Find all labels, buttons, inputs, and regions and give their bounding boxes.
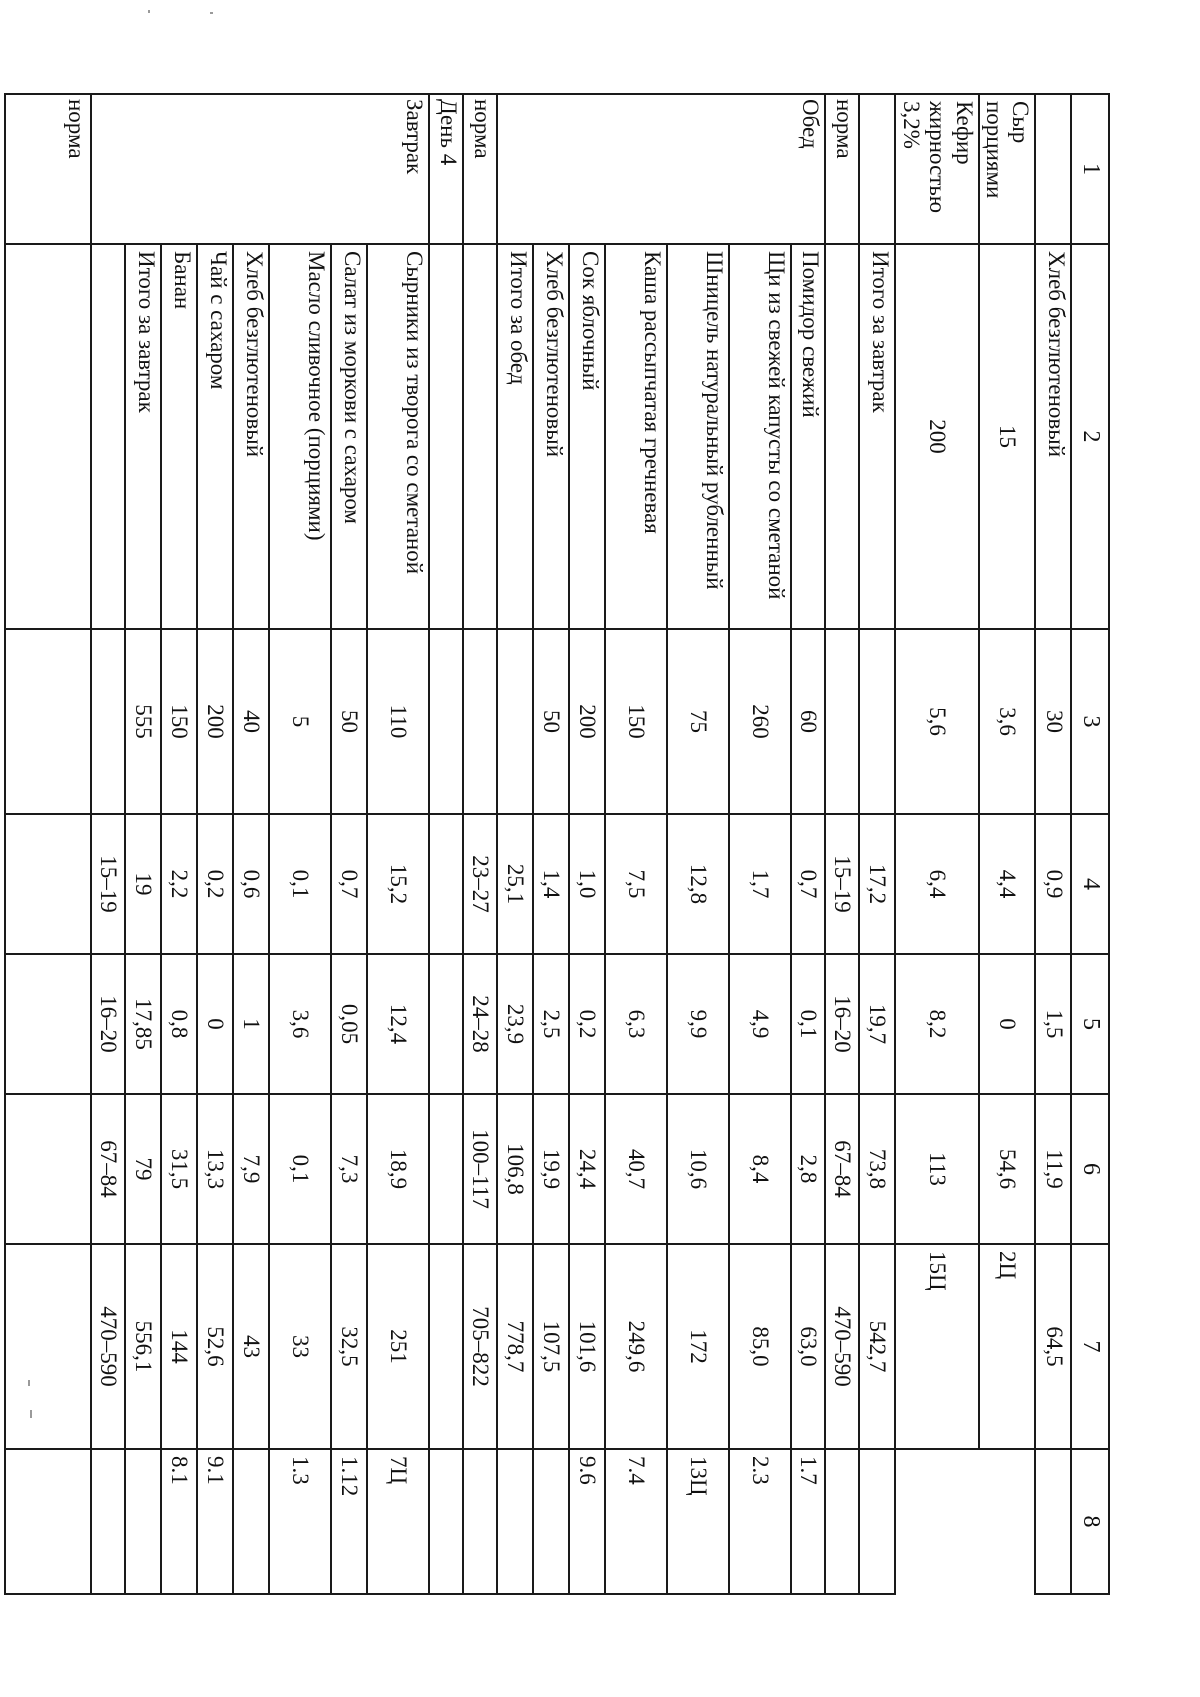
table-row bbox=[331, 94, 367, 1594]
table-row bbox=[125, 94, 161, 1594]
meal-label-cell: норма bbox=[825, 94, 859, 244]
dish-name-cell bbox=[5, 244, 91, 629]
carbs-cell: 18,9 bbox=[367, 1094, 429, 1244]
fat-cell: 4,9 bbox=[729, 954, 791, 1094]
fat-cell: 24–28 bbox=[463, 954, 497, 1094]
weight-cell: 110 bbox=[367, 629, 429, 814]
dish-name-cell bbox=[825, 244, 859, 629]
column-number-1: 1 bbox=[1071, 94, 1109, 244]
energy-cell bbox=[429, 1244, 463, 1449]
meal-label-cell: Завтрак bbox=[91, 94, 429, 244]
column-number-2: 2 bbox=[1071, 244, 1109, 629]
weight-cell: 50 bbox=[331, 629, 367, 814]
table-row bbox=[161, 94, 197, 1594]
weight-cell bbox=[497, 629, 533, 814]
carbs-cell: 2,8 bbox=[791, 1094, 825, 1244]
scan-speck bbox=[148, 10, 150, 13]
fat-cell: 16–20 bbox=[825, 954, 859, 1094]
protein-cell: 23–27 bbox=[463, 814, 497, 954]
protein-cell: 0,7 bbox=[331, 814, 367, 954]
energy-cell bbox=[5, 1244, 91, 1449]
carbs-cell: 79 bbox=[125, 1094, 161, 1244]
protein-cell: 15,2 bbox=[367, 814, 429, 954]
dish-name-cell bbox=[91, 244, 125, 629]
meal-label-cell: День 4 bbox=[429, 94, 463, 244]
table-row bbox=[979, 94, 1036, 1594]
energy-cell: 251 bbox=[367, 1244, 429, 1449]
weight-cell: 200 bbox=[895, 244, 978, 629]
weight-cell bbox=[91, 629, 125, 814]
column-number-3: 3 bbox=[1071, 629, 1109, 814]
fat-cell: 4,4 bbox=[979, 814, 1036, 954]
table-row bbox=[859, 94, 895, 1594]
table-row bbox=[825, 94, 859, 1594]
energy-cell: 33 bbox=[269, 1244, 331, 1449]
meal-label-cell: норма bbox=[463, 94, 497, 244]
carbs-cell: 67–84 bbox=[91, 1094, 125, 1244]
weight-cell: 60 bbox=[791, 629, 825, 814]
carbs-cell: 106,8 bbox=[497, 1094, 533, 1244]
dish-name-cell: Помидор свежий bbox=[791, 244, 825, 629]
weight-cell bbox=[825, 629, 859, 814]
column-number-7: 7 bbox=[1071, 1244, 1109, 1449]
weight-cell bbox=[5, 629, 91, 814]
dish-name-cell: Итого за завтрак bbox=[859, 244, 895, 629]
weight-cell: 15 bbox=[979, 244, 1036, 629]
dish-name-cell: Щи из свежей капусты со сметаной bbox=[729, 244, 791, 629]
recipe-code-cell bbox=[825, 1449, 859, 1594]
scan-speck bbox=[28, 1380, 30, 1386]
energy-cell: 705–822 bbox=[463, 1244, 497, 1449]
dish-name-cell: Масло сливочное (порциями) bbox=[269, 244, 331, 629]
table-row bbox=[233, 94, 269, 1594]
energy-cell: 101,6 bbox=[569, 1244, 605, 1449]
weight-cell: 150 bbox=[605, 629, 667, 814]
protein-cell bbox=[429, 814, 463, 954]
dish-name-cell: Сыр порциями bbox=[979, 94, 1036, 244]
recipe-code-cell bbox=[463, 1449, 497, 1594]
recipe-code-cell: 1.7 bbox=[791, 1449, 825, 1594]
protein-cell bbox=[5, 814, 91, 954]
table-row bbox=[729, 94, 791, 1594]
energy-cell: 470–590 bbox=[91, 1244, 125, 1449]
weight-cell: 150 bbox=[161, 629, 197, 814]
dish-name-cell: Хлеб безглютеновый bbox=[533, 244, 569, 629]
fat-cell: 9,9 bbox=[667, 954, 729, 1094]
protein-cell: 7,5 bbox=[605, 814, 667, 954]
dish-name-cell: Итого за завтрак bbox=[125, 244, 161, 629]
fat-cell: 0,8 bbox=[161, 954, 197, 1094]
table-row bbox=[367, 94, 429, 1594]
table-row bbox=[497, 94, 533, 1594]
dish-name-cell: Чай с сахаром bbox=[197, 244, 233, 629]
fat-cell: 0,1 bbox=[791, 954, 825, 1094]
table-row bbox=[569, 94, 605, 1594]
carbs-cell: 31,5 bbox=[161, 1094, 197, 1244]
weight-cell: 50 bbox=[533, 629, 569, 814]
weight-cell: 40 bbox=[233, 629, 269, 814]
recipe-code-cell bbox=[233, 1449, 269, 1594]
dish-name-cell: Кефир жирностью 3,2% bbox=[895, 94, 978, 244]
carbs-cell: 8,2 bbox=[895, 954, 978, 1094]
weight-cell bbox=[463, 629, 497, 814]
table-row bbox=[667, 94, 729, 1594]
fat-cell: 3,6 bbox=[269, 954, 331, 1094]
column-number-5: 5 bbox=[1071, 954, 1109, 1094]
carbs-cell: 67–84 bbox=[825, 1094, 859, 1244]
energy-cell: 52,6 bbox=[197, 1244, 233, 1449]
carbs-cell bbox=[5, 1094, 91, 1244]
energy-cell: 556,1 bbox=[125, 1244, 161, 1449]
carbs-cell: 24,4 bbox=[569, 1094, 605, 1244]
column-number-8: 8 bbox=[1071, 1449, 1109, 1594]
protein-cell: 0,6 bbox=[233, 814, 269, 954]
meal-label-cell bbox=[859, 94, 895, 244]
recipe-code-cell: 8.1 bbox=[161, 1449, 197, 1594]
energy-cell: 85,0 bbox=[729, 1244, 791, 1449]
fat-cell: 2,5 bbox=[533, 954, 569, 1094]
fat-cell: 6,3 bbox=[605, 954, 667, 1094]
recipe-code-cell bbox=[5, 1449, 91, 1594]
recipe-code-cell: 1.12 bbox=[331, 1449, 367, 1594]
rotated-menu-sheet bbox=[64, 93, 1110, 1593]
column-number-6: 6 bbox=[1071, 1094, 1109, 1244]
meal-label-cell: Обед bbox=[497, 94, 825, 244]
recipe-code-cell: 7Ц bbox=[367, 1449, 429, 1594]
energy-cell: 249,6 bbox=[605, 1244, 667, 1449]
scan-speck bbox=[30, 1410, 32, 1418]
recipe-code-cell: 15Ц bbox=[895, 1244, 978, 1449]
dish-name-cell: Салат из моркови с сахаром bbox=[331, 244, 367, 629]
carbs-cell: 8,4 bbox=[729, 1094, 791, 1244]
protein-cell: 1,7 bbox=[729, 814, 791, 954]
fat-cell bbox=[5, 954, 91, 1094]
recipe-code-cell bbox=[429, 1449, 463, 1594]
table-row bbox=[605, 94, 667, 1594]
table-row bbox=[533, 94, 569, 1594]
protein-cell: 12,8 bbox=[667, 814, 729, 954]
weight-cell: 200 bbox=[197, 629, 233, 814]
dish-name-cell: Каша рассыпчатая гречневая bbox=[605, 244, 667, 629]
dish-name-cell: Хлеб безглютеновый bbox=[233, 244, 269, 629]
menu-nutrition-table bbox=[4, 93, 1110, 1595]
weight-cell: 5 bbox=[269, 629, 331, 814]
protein-cell: 17,2 bbox=[859, 814, 895, 954]
carbs-cell: 40,7 bbox=[605, 1094, 667, 1244]
fat-cell: 12,4 bbox=[367, 954, 429, 1094]
fat-cell: 1,5 bbox=[1035, 954, 1071, 1094]
protein-cell: 0,9 bbox=[1035, 814, 1071, 954]
carbs-cell: 10,6 bbox=[667, 1094, 729, 1244]
table-row bbox=[5, 94, 91, 1594]
energy-cell: 64,5 bbox=[1035, 1244, 1071, 1449]
table-row bbox=[429, 94, 463, 1594]
recipe-code-cell bbox=[125, 1449, 161, 1594]
energy-cell: 778,7 bbox=[497, 1244, 533, 1449]
fat-cell bbox=[429, 954, 463, 1094]
meal-label-cell: норма bbox=[5, 94, 91, 244]
fat-cell: 1 bbox=[233, 954, 269, 1094]
table-row bbox=[791, 94, 825, 1594]
recipe-code-cell: 9.1 bbox=[197, 1449, 233, 1594]
protein-cell: 0,2 bbox=[197, 814, 233, 954]
recipe-code-cell bbox=[91, 1449, 125, 1594]
weight-cell bbox=[429, 629, 463, 814]
recipe-code-cell bbox=[497, 1449, 533, 1594]
meal-label-cell bbox=[1035, 94, 1071, 244]
carbs-cell: 7,3 bbox=[331, 1094, 367, 1244]
scan-speck bbox=[210, 12, 213, 14]
carbs-cell: 7,9 bbox=[233, 1094, 269, 1244]
weight-cell: 75 bbox=[667, 629, 729, 814]
carbs-cell: 73,8 bbox=[859, 1094, 895, 1244]
energy-cell: 144 bbox=[161, 1244, 197, 1449]
carbs-cell: 0,1 bbox=[269, 1094, 331, 1244]
recipe-code-cell bbox=[533, 1449, 569, 1594]
energy-cell: 172 bbox=[667, 1244, 729, 1449]
weight-cell: 200 bbox=[569, 629, 605, 814]
protein-cell: 15–19 bbox=[91, 814, 125, 954]
protein-cell: 3,6 bbox=[979, 629, 1036, 814]
recipe-code-cell: 9.6 bbox=[569, 1449, 605, 1594]
energy-cell: 113 bbox=[895, 1094, 978, 1244]
table-row bbox=[1035, 94, 1071, 1594]
carbs-cell: 19,9 bbox=[533, 1094, 569, 1244]
protein-cell: 1,4 bbox=[533, 814, 569, 954]
fat-cell: 0,2 bbox=[569, 954, 605, 1094]
table-row bbox=[895, 94, 978, 1594]
weight-cell: 555 bbox=[125, 629, 161, 814]
carbs-cell: 13,3 bbox=[197, 1094, 233, 1244]
fat-cell: 6,4 bbox=[895, 814, 978, 954]
dish-name-cell: Шницель натуральный рубленный bbox=[667, 244, 729, 629]
dish-name-cell: Хлеб безглютеновый bbox=[1035, 244, 1071, 629]
weight-cell: 260 bbox=[729, 629, 791, 814]
recipe-code-cell: 7.4 bbox=[605, 1449, 667, 1594]
protein-cell: 19 bbox=[125, 814, 161, 954]
fat-cell: 16–20 bbox=[91, 954, 125, 1094]
recipe-code-cell: 2Ц bbox=[979, 1244, 1036, 1449]
recipe-code-cell: 2.3 bbox=[729, 1449, 791, 1594]
recipe-code-cell bbox=[859, 1449, 895, 1594]
table-row bbox=[197, 94, 233, 1594]
carbs-cell bbox=[429, 1094, 463, 1244]
protein-cell: 25,1 bbox=[497, 814, 533, 954]
carbs-cell: 0 bbox=[979, 954, 1036, 1094]
table-row bbox=[91, 94, 125, 1594]
dish-name-cell: Сырники из творога со сметаной bbox=[367, 244, 429, 629]
carbs-cell: 100–117 bbox=[463, 1094, 497, 1244]
protein-cell: 1,0 bbox=[569, 814, 605, 954]
energy-cell: 63,0 bbox=[791, 1244, 825, 1449]
protein-cell: 0,1 bbox=[269, 814, 331, 954]
protein-cell: 0,7 bbox=[791, 814, 825, 954]
protein-cell: 15–19 bbox=[825, 814, 859, 954]
carbs-cell: 11,9 bbox=[1035, 1094, 1071, 1244]
dish-name-cell bbox=[429, 244, 463, 629]
dish-name-cell: Банан bbox=[161, 244, 197, 629]
energy-cell: 107,5 bbox=[533, 1244, 569, 1449]
table-row bbox=[463, 94, 497, 1594]
fat-cell: 0 bbox=[197, 954, 233, 1094]
energy-cell: 32,5 bbox=[331, 1244, 367, 1449]
table-header-row bbox=[1071, 94, 1109, 1594]
recipe-code-cell bbox=[1035, 1449, 1071, 1594]
recipe-code-cell: 1.3 bbox=[269, 1449, 331, 1594]
dish-name-cell bbox=[463, 244, 497, 629]
protein-cell: 2,2 bbox=[161, 814, 197, 954]
column-number-4: 4 bbox=[1071, 814, 1109, 954]
recipe-code-cell: 13Ц bbox=[667, 1449, 729, 1594]
energy-cell: 542,7 bbox=[859, 1244, 895, 1449]
energy-cell: 470–590 bbox=[825, 1244, 859, 1449]
fat-cell: 17,85 bbox=[125, 954, 161, 1094]
energy-cell: 43 bbox=[233, 1244, 269, 1449]
weight-cell: 30 bbox=[1035, 629, 1071, 814]
fat-cell: 19,7 bbox=[859, 954, 895, 1094]
fat-cell: 0,05 bbox=[331, 954, 367, 1094]
protein-cell: 5,6 bbox=[895, 629, 978, 814]
fat-cell: 23,9 bbox=[497, 954, 533, 1094]
dish-name-cell: Итого за обед bbox=[497, 244, 533, 629]
weight-cell bbox=[859, 629, 895, 814]
table-row bbox=[269, 94, 331, 1594]
dish-name-cell: Сок яблочный bbox=[569, 244, 605, 629]
energy-cell: 54,6 bbox=[979, 1094, 1036, 1244]
